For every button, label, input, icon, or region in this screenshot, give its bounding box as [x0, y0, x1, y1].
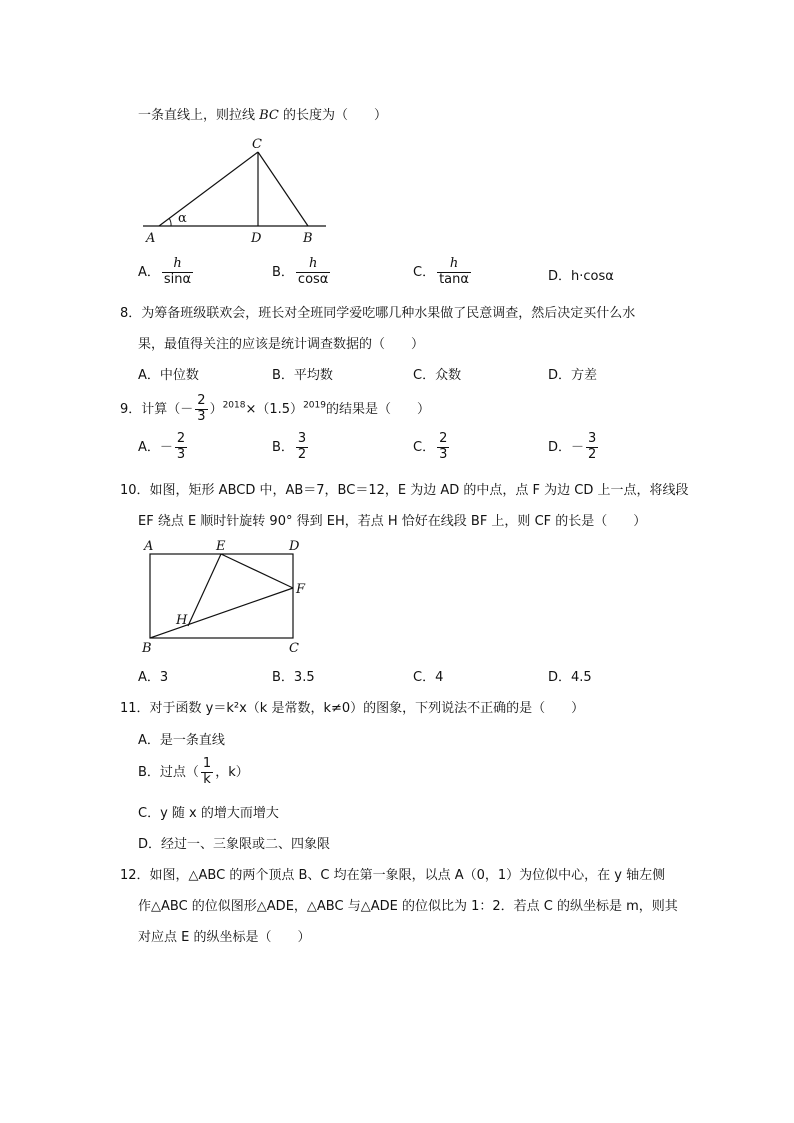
q11-option-c[interactable]: C．y 随 x 的增大而增大	[138, 806, 279, 821]
q9-stem: 9．计算（－ $\frac{2}{3}$ ）$^{2018}\times(1.5)^{2019}$的结果是（ ）	[120, 393, 430, 424]
q9-option-a[interactable]: A．－ $\frac{2}{3}$	[138, 431, 186, 462]
q7-option-c[interactable]: C． $\frac{h}{\tan\alpha}$	[413, 256, 469, 287]
q10-figure	[138, 536, 318, 656]
q11-option-d[interactable]: D．经过一、三象限或二、四象限	[138, 837, 331, 852]
q11-option-a[interactable]: A．是一条直线	[138, 733, 225, 748]
q10-line-1: 10．如图，矩形 ABCD 中，AB＝7，BC＝12，E 为边 AD 的中点，点 F 为边 CD 上一点，将线段	[120, 483, 689, 498]
q10-option-d[interactable]: D．4.5	[548, 670, 592, 685]
q10-label-d: D	[289, 539, 300, 554]
q10-label-f: F	[296, 582, 306, 597]
q12-line-2: 作△ABC 的位似图形△ADE，△ABC 与△ADE 的位似比为 1：2．若点 C 的纵坐标是 m，则其	[138, 899, 678, 914]
q7-label-alpha: α	[178, 211, 187, 226]
q10-option-c[interactable]: C．4	[413, 670, 444, 685]
q10-label-e: E	[216, 539, 226, 554]
q10-line-2: EF 绕点 E 顺时针旋转 90° 得到 EH，若点 H 恰好在线段 BF 上，则 CF 的长是（ ）	[138, 514, 647, 529]
q9-option-c[interactable]: C． $\frac{2}{3}$	[413, 431, 448, 462]
q8-option-d[interactable]: D．方差	[548, 368, 598, 383]
q10-option-a[interactable]: A．3	[138, 670, 169, 685]
q7-figure	[138, 132, 338, 247]
q11-stem: 11．对于函数 y＝k²x（k 是常数，k≠0）的图象，下列说法不正确的是（ ）	[120, 701, 585, 716]
q7-label-d: D	[251, 231, 262, 246]
q7-label-b: B	[303, 231, 313, 246]
q10-label-a: A	[144, 539, 154, 554]
q7-option-d[interactable]: D．h·cosα	[548, 269, 614, 284]
q8-line-2: 果，最值得关注的应该是统计调查数据的（ ）	[138, 337, 425, 352]
q12-line-1: 12．如图，△ABC 的两个顶点 B、C 均在第一象限，以点 A（0，1）为位似中心，在 y 轴左侧	[120, 868, 666, 883]
q7-option-a[interactable]: A． $\frac{h}{\sin\alpha}$	[138, 256, 192, 287]
q10-option-b[interactable]: B．3.5	[272, 670, 315, 685]
q8-option-b[interactable]: B．平均数	[272, 368, 333, 383]
q8-option-a[interactable]: A．中位数	[138, 368, 199, 383]
q8-option-c[interactable]: C．众数	[413, 368, 462, 383]
q11-option-b[interactable]: B．过点（ $\frac{1}{k}$ ，k）	[138, 756, 249, 787]
q10-label-b: B	[142, 641, 152, 656]
q8-line-1: 8．为筹备班级联欢会，班长对全班同学爱吃哪几种水果做了民意调查，然后决定买什么水	[120, 306, 636, 321]
q7-stem: 一条直线上，则拉线 BC 的长度为（ ）	[138, 108, 388, 123]
q12-line-3: 对应点 E 的纵坐标是（ ）	[138, 930, 311, 945]
q9-option-b[interactable]: B． $\frac{3}{2}$	[272, 431, 307, 462]
q10-label-c: C	[289, 641, 299, 656]
q7-option-b[interactable]: B． $\frac{h}{\cos\alpha}$	[272, 256, 329, 287]
q7-label-a: A	[146, 231, 156, 246]
q9-option-d[interactable]: D．－ $\frac{3}{2}$	[548, 431, 597, 462]
q7-label-c: C	[252, 137, 262, 152]
q10-label-h: H	[176, 613, 188, 628]
